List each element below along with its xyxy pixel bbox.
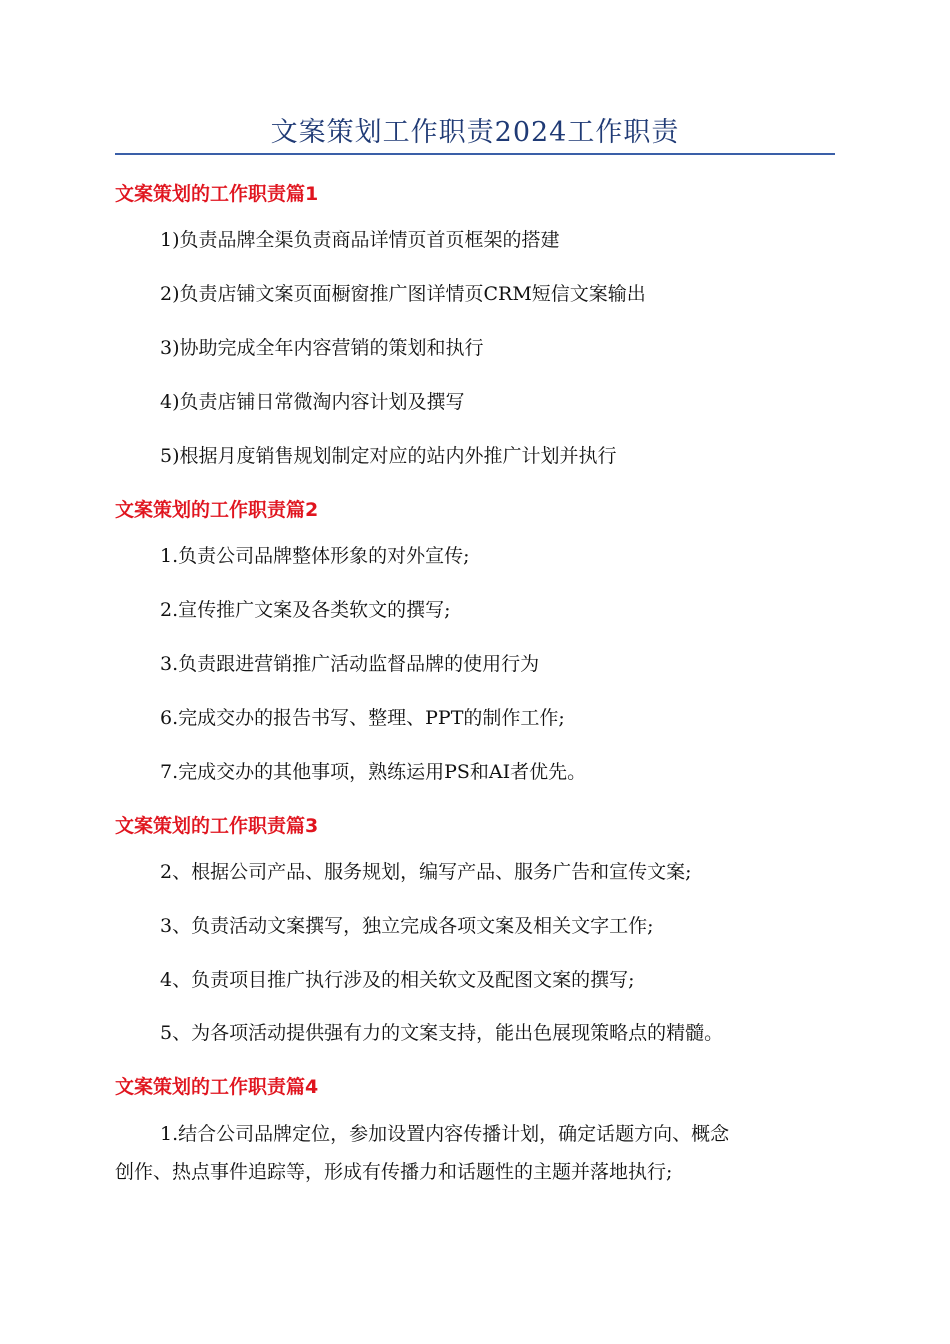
list-item: 1.负责公司品牌整体形象的对外宣传; xyxy=(160,545,470,567)
section-heading-2: 文案策划的工作职责篇2 xyxy=(115,499,319,521)
section-heading-1: 文案策划的工作职责篇1 xyxy=(115,183,319,205)
list-item: 4、负责项目推广执行涉及的相关软文及配图文案的撰写; xyxy=(160,969,635,991)
document-title: 文案策划工作职责2024工作职责 xyxy=(270,117,680,148)
list-item: 3、负责活动文案撰写，独立完成各项文案及相关文字工作; xyxy=(160,915,654,937)
paragraph xyxy=(115,1115,835,1191)
paragraph-line: 创作、热点事件追踪等，形成有传播力和话题性的主题并落地执行; xyxy=(115,1161,673,1183)
list-item: 6.完成交办的报告书写、整理、PPT的制作工作; xyxy=(160,707,565,729)
list-item: 2、根据公司产品、服务规划，编写产品、服务广告和宣传文案; xyxy=(160,861,692,883)
list-item: 5、为各项活动提供强有力的文案支持，能出色展现策略点的精髓。 xyxy=(160,1022,724,1044)
list-item: 4)负责店铺日常微淘内容计划及撰写 xyxy=(160,391,465,413)
list-item: 7.完成交办的其他事项，熟练运用PS和AI者优先。 xyxy=(160,761,587,783)
list-item: 2.宣传推广文案及各类软文的撰写; xyxy=(160,599,451,621)
list-item: 2)负责店铺文案页面橱窗推广图详情页CRM短信文案输出 xyxy=(160,283,646,305)
section-heading-3: 文案策划的工作职责篇3 xyxy=(115,815,319,837)
title-underline xyxy=(115,153,835,155)
list-item: 1)负责品牌全渠负责商品详情页首页框架的搭建 xyxy=(160,229,560,251)
list-item: 3)协助完成全年内容营销的策划和执行 xyxy=(160,337,484,359)
list-item: 5)根据月度销售规划制定对应的站内外推广计划并执行 xyxy=(160,445,617,467)
paragraph-line: 1.结合公司品牌定位，参加设置内容传播计划，确定话题方向、概念 xyxy=(160,1123,730,1145)
section-heading-4: 文案策划的工作职责篇4 xyxy=(115,1076,319,1098)
list-item: 3.负责跟进营销推广活动监督品牌的使用行为 xyxy=(160,653,540,675)
